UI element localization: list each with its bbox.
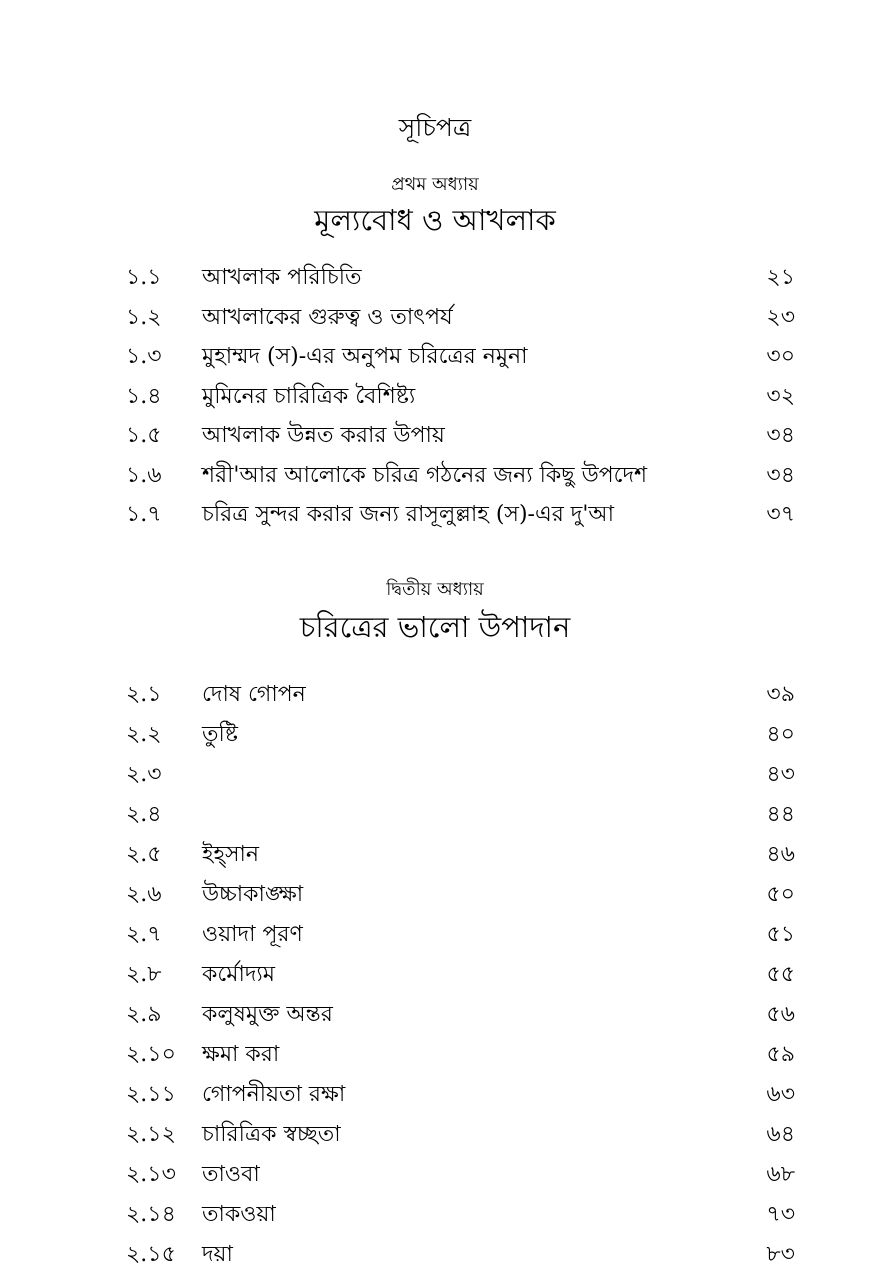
chapter-2-list [0,675,870,1275]
entry-page-number: ৫৬ [766,1002,795,1027]
entry-title: আখলাক পরিচিতি [202,265,362,290]
entry-page-number: ৫৯ [766,1042,795,1067]
entry-title: ইহ্সান [202,842,260,867]
entry-number: ২.২ [126,722,162,747]
entry-page-number: ৬৮ [766,1162,795,1187]
entry-page-number: ৫৫ [766,962,795,987]
entry-title: কলুষমুক্ত অন্তর [202,1002,333,1027]
chapter-1-title: মূল্যবোধ ও আখলাক [314,203,556,237]
entry-number: ১.২ [126,304,162,330]
entry-page-number: ৩৪ [766,423,795,448]
entry-page-number: ৫০ [766,882,795,907]
entry-page-number: ৮৩ [766,1242,795,1267]
entry-title: ওয়াদা পূরণ [202,922,303,947]
toc-entry [0,258,870,298]
entry-number: ২.১১ [126,1082,176,1107]
toc-entry [0,1035,870,1075]
toc-entry [0,995,870,1035]
chapter-1-label: প্রথম অধ্যায় [391,174,479,195]
entry-title: আখলাক উন্নত করার উপায় [202,423,445,448]
toc-entry [0,915,870,955]
entry-title: কর্মোদ্যম [202,962,275,987]
toc-entry [0,337,870,377]
entry-page-number: ৪০ [766,722,795,747]
chapter-1-list [0,258,870,535]
toc-entry [0,715,870,755]
entry-number: ১.৩ [126,344,162,369]
entry-number: ২.৯ [126,1002,162,1027]
entry-title: দোষ গোপন [202,682,306,707]
entry-number: ২.১৫ [126,1242,176,1267]
entry-title: মুমিনের চারিত্রিক বৈশিষ্ট্য [202,383,416,409]
entry-title: ক্ষমা করা [202,1042,280,1067]
entry-number: ২.৮ [126,962,162,987]
toc-entry [0,795,870,835]
toc-entry [0,416,870,456]
entry-number: ১.১ [126,265,162,290]
entry-page-number: ৭৩ [766,1202,795,1227]
entry-page-number: ৬৪ [766,1122,795,1147]
entry-page-number: ৪৩ [766,762,795,787]
entry-title: চরিত্র সুন্দর করার জন্য রাসূলুল্লাহ (স)-এর দু'আ [202,502,615,527]
entry-page-number: ২৩ [766,304,795,330]
entry-number: ২.১৩ [126,1162,176,1187]
toc-entry [0,835,870,875]
entry-title: দয়া [202,1242,233,1267]
entry-number: ২.১২ [126,1122,176,1147]
toc-entry [0,1115,870,1155]
entry-title: উচ্চাকাঙ্ক্ষা [202,882,304,907]
entry-page-number: ৩০ [766,344,795,369]
entry-title: চারিত্রিক স্বচ্ছতা [202,1122,341,1147]
chapter-2-label: দ্বিতীয় অধ্যায় [386,579,484,600]
entry-page-number: ২১ [766,265,795,290]
entry-title: তাওবা [202,1162,260,1187]
toc-entry [0,1235,870,1275]
entry-title: শরী'আর আলোকে চরিত্র গঠনের জন্য কিছু উপদেশ [202,462,648,488]
entry-page-number: ৫১ [766,922,795,947]
toc-entry [0,755,870,795]
entry-number: ১.৫ [126,423,162,448]
toc-entry [0,1195,870,1235]
entry-title: তাকওয়া [202,1202,276,1227]
entry-number: ২.৩ [126,762,162,787]
entry-page-number: ৪৬ [766,842,795,867]
toc-entry [0,495,870,535]
entry-title: আখলাকের গুরুত্ব ও তাৎপর্য [202,304,453,330]
entry-number: ২.৪ [126,802,162,827]
toc-entry [0,875,870,915]
toc-entry [0,955,870,995]
entry-page-number: ৬৩ [766,1082,795,1107]
entry-page-number: ৩৪ [766,462,795,488]
entry-number: ২.৭ [126,922,162,947]
entry-number: ২.১০ [126,1042,176,1067]
entry-page-number: ৩৭ [766,502,795,527]
entry-number: ২.১ [126,682,162,707]
entry-number: ১.৬ [126,462,162,488]
toc-title: সূচিপত্র [398,113,472,142]
entry-title: তুষ্টি [202,722,238,747]
toc-entry [0,377,870,417]
entry-number: ২.৫ [126,842,162,867]
entry-number: ১.৭ [126,502,162,527]
entry-page-number: ৩২ [766,383,795,409]
toc-entry [0,456,870,496]
entry-number: ১.৪ [126,383,162,409]
entry-number: ২.৬ [126,882,162,907]
entry-page-number: ৪৪ [766,802,795,827]
toc-entry [0,1155,870,1195]
entry-title: গোপনীয়তা রক্ষা [202,1082,346,1107]
entry-title: মুহাম্মদ (স)-এর অনুপম চরিত্রের নমুনা [202,344,528,369]
chapter-2-title: চরিত্রের ভালো উপাদান [299,610,571,644]
entry-number: ২.১৪ [126,1202,176,1227]
entry-page-number: ৩৯ [766,682,795,707]
toc-entry [0,675,870,715]
toc-entry [0,1075,870,1115]
toc-entry [0,298,870,338]
